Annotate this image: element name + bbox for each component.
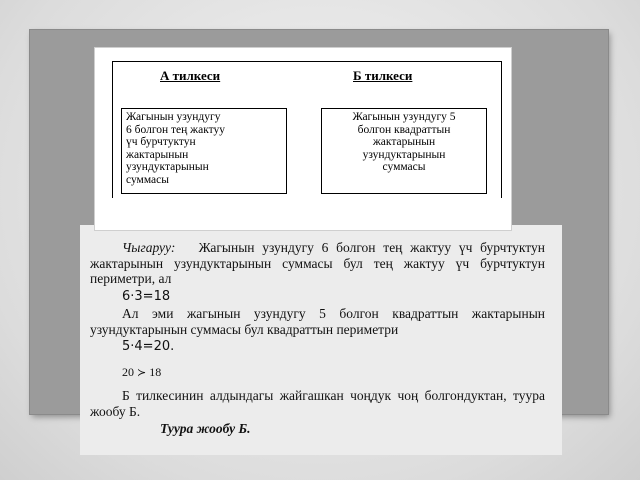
column-b-box (321, 108, 487, 194)
column-b-title: Б тилкеси (353, 68, 413, 83)
box-a-line: жактарынын (126, 148, 189, 161)
comparison-line (90, 365, 545, 381)
comparison-table (112, 61, 502, 198)
compare-right: 18 (149, 364, 162, 379)
solution-paragraph-1-text: Жагынын узундугу 6 болгон тең жактуу үч бурчтуктун жактарынын узундуктарынын суммасы бул тең жактуу үч бурчтуктун периметри, ал (90, 240, 545, 286)
box-a-line: үч бурчтуктун (126, 136, 196, 148)
answer-text: Туура жообу Б. (160, 421, 251, 436)
solution-label: Чыгаруу: (122, 240, 176, 255)
compare-left: 20 (122, 364, 134, 379)
box-b-line: узундуктарынын (362, 148, 446, 161)
box-b-line: Жагынын узундугу 5 (352, 111, 456, 123)
column-a-title: А тилкеси (160, 68, 221, 83)
math-line-1: 6·3=18 (122, 288, 171, 304)
box-a-line: 6 болгон тең жактуу (126, 123, 226, 136)
math-line-2: 5·4=20. (122, 339, 175, 354)
compare-sign: ≻ (137, 365, 147, 379)
solution-paragraph-1 (90, 240, 545, 287)
column-a-box (121, 108, 287, 194)
solution-paragraph-2: Ал эми жагынын узундугу 5 болгон квадраттын жактарынын узундуктарынын суммасы бул квадраттын периметри (90, 306, 545, 337)
box-a-line: Жагынын узундугу (126, 111, 221, 123)
box-a-line: суммасы (126, 173, 169, 186)
box-b-line: суммасы (382, 161, 426, 173)
solution-paragraph-3: Б тилкесинин алдындагы жайгашкан чоңдук чоң болгондуктан, туура жообу Б. (90, 388, 545, 419)
comparison-figure (95, 48, 511, 230)
box-a-line: узундуктарынын (126, 161, 209, 173)
box-b-line: жактарынын (372, 136, 436, 148)
box-b-line: болгон квадраттын (357, 123, 451, 136)
solution-text (90, 240, 545, 437)
